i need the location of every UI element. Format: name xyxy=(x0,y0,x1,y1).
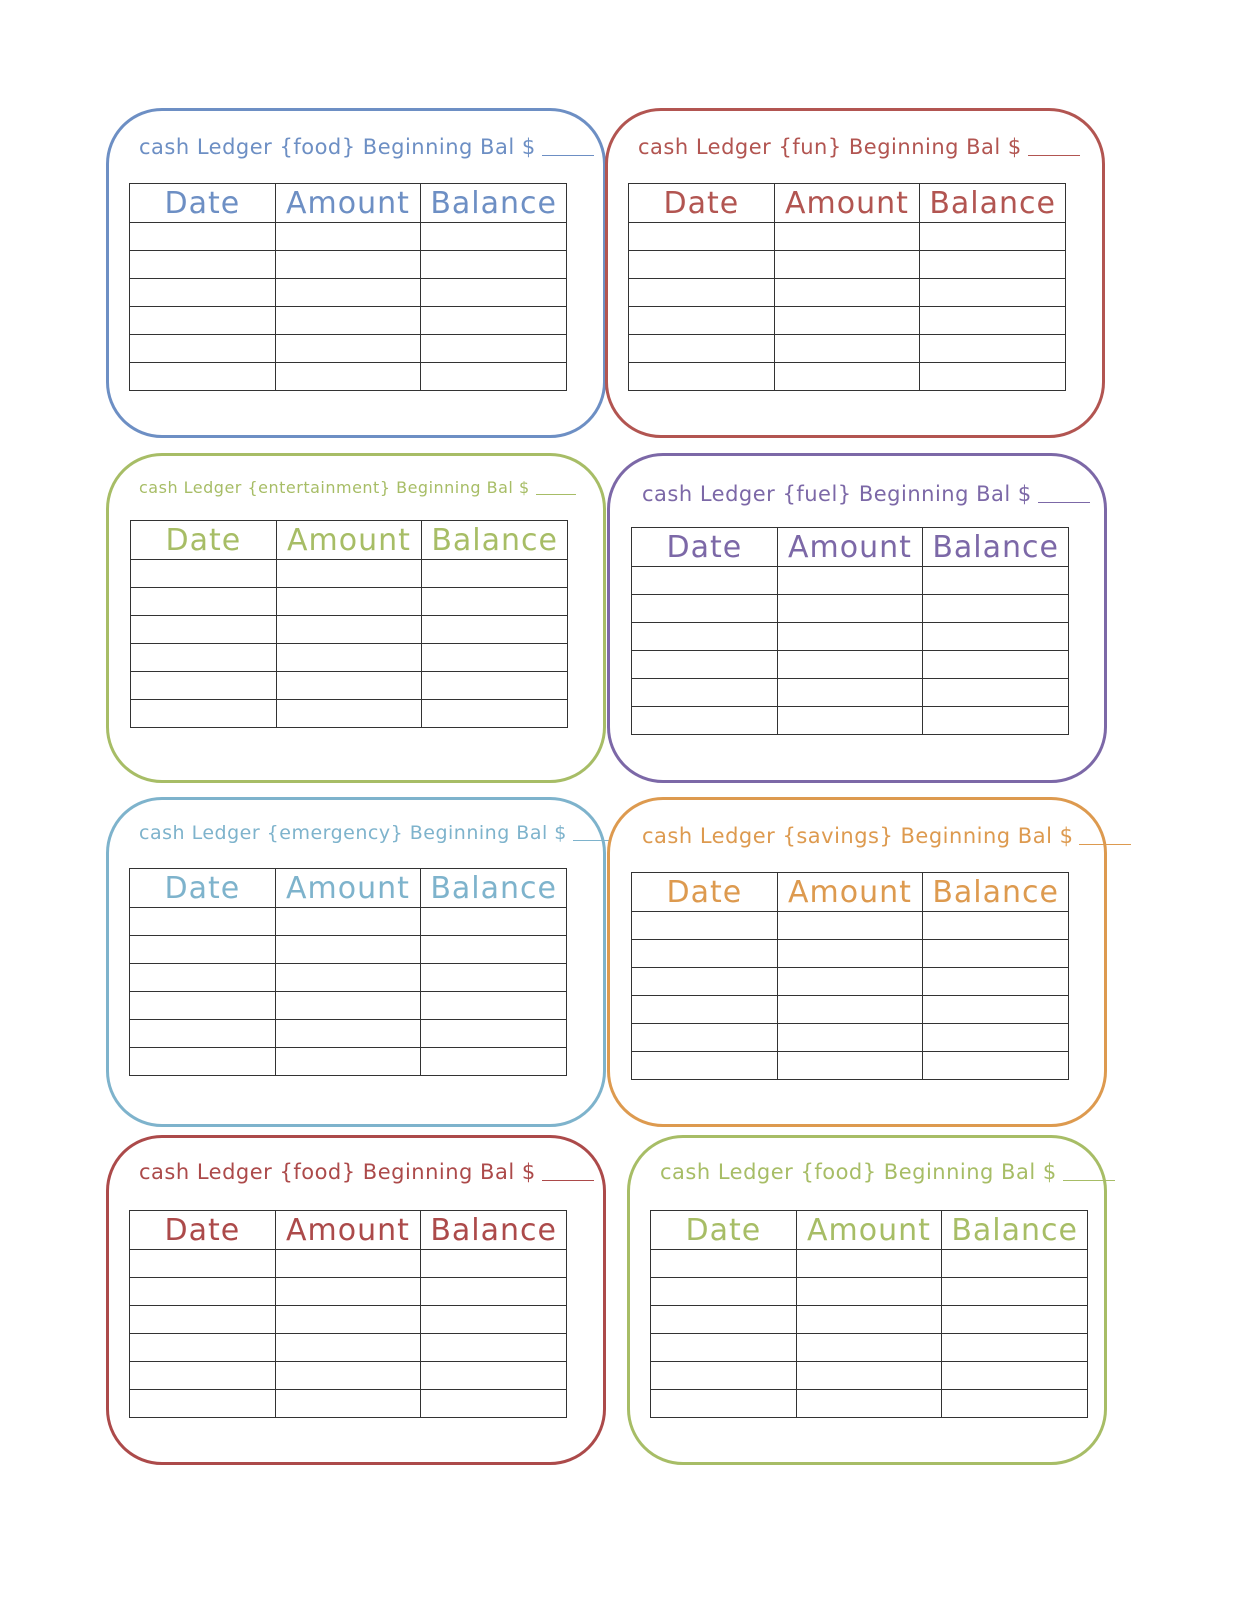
ledger-table xyxy=(129,868,567,1076)
ledger-table xyxy=(631,872,1069,1080)
ledger-table xyxy=(129,183,567,391)
table-row xyxy=(651,1334,1088,1362)
amount-header: Amount xyxy=(777,528,923,567)
balance-blank[interactable] xyxy=(542,1180,594,1181)
table-row xyxy=(629,335,1066,363)
date-header: Date xyxy=(651,1211,797,1250)
table-row xyxy=(632,707,1069,735)
ledger-table xyxy=(628,183,1066,391)
table-row xyxy=(130,1306,567,1334)
table-row xyxy=(632,595,1069,623)
table-row xyxy=(632,679,1069,707)
balance-blank[interactable] xyxy=(1038,502,1090,503)
amount-header: Amount xyxy=(774,184,920,223)
amount-header: Amount xyxy=(275,869,421,908)
ledger-card-food-green xyxy=(627,1135,1107,1465)
date-header: Date xyxy=(130,184,276,223)
card-title: cash Ledger {savings} Beginning Bal $ xyxy=(642,824,1131,848)
ledger-card-fuel-purple xyxy=(607,453,1107,783)
table-row xyxy=(651,1390,1088,1418)
table-row xyxy=(651,1278,1088,1306)
table-row xyxy=(632,1024,1069,1052)
table-row xyxy=(130,1048,567,1076)
table-row xyxy=(131,672,568,700)
ledger-card-savings-orange xyxy=(607,797,1107,1127)
table-row xyxy=(629,307,1066,335)
ledger-card-entertainment-green xyxy=(106,453,606,783)
table-row xyxy=(130,307,567,335)
table-row xyxy=(131,644,568,672)
table-row xyxy=(130,936,567,964)
table-row xyxy=(632,912,1069,940)
date-header: Date xyxy=(130,869,276,908)
ledger-card-food-blue xyxy=(106,108,606,438)
amount-header: Amount xyxy=(275,1211,421,1250)
amount-header: Amount xyxy=(275,184,421,223)
table-row xyxy=(130,992,567,1020)
table-row xyxy=(629,363,1066,391)
table-row xyxy=(131,588,568,616)
ledger-card-emergency-lightblue xyxy=(106,797,606,1127)
table-row xyxy=(651,1362,1088,1390)
balance-header: Balance xyxy=(920,184,1066,223)
table-row xyxy=(130,908,567,936)
amount-header: Amount xyxy=(796,1211,942,1250)
ledger-table xyxy=(129,1210,567,1418)
date-header: Date xyxy=(632,528,778,567)
date-header: Date xyxy=(629,184,775,223)
card-title: cash Ledger {fuel} Beginning Bal $ xyxy=(642,482,1090,506)
balance-header: Balance xyxy=(923,873,1069,912)
card-title: cash Ledger {food} Beginning Bal $ xyxy=(139,1160,594,1184)
ledger-table xyxy=(650,1210,1088,1418)
table-row xyxy=(130,335,567,363)
balance-blank[interactable] xyxy=(536,494,576,495)
table-row xyxy=(130,964,567,992)
balance-header: Balance xyxy=(923,528,1069,567)
table-row xyxy=(131,616,568,644)
table-row xyxy=(130,1020,567,1048)
balance-header: Balance xyxy=(421,184,567,223)
table-row xyxy=(130,223,567,251)
table-row xyxy=(651,1250,1088,1278)
table-row xyxy=(130,1250,567,1278)
ledger-card-fun-red xyxy=(605,108,1105,438)
amount-header: Amount xyxy=(276,521,422,560)
table-row xyxy=(130,1278,567,1306)
table-row xyxy=(130,1362,567,1390)
ledger-card-food-darkred xyxy=(106,1135,606,1465)
table-row xyxy=(632,651,1069,679)
card-title: cash Ledger {food} Beginning Bal $ xyxy=(660,1160,1115,1184)
balance-header: Balance xyxy=(422,521,568,560)
table-row xyxy=(130,251,567,279)
date-header: Date xyxy=(632,873,778,912)
table-row xyxy=(629,251,1066,279)
card-title: cash Ledger {food} Beginning Bal $ xyxy=(139,135,594,159)
balance-blank[interactable] xyxy=(1028,155,1080,156)
table-row xyxy=(131,560,568,588)
table-row xyxy=(130,1390,567,1418)
ledger-table xyxy=(130,520,568,728)
table-row xyxy=(130,279,567,307)
table-row xyxy=(632,623,1069,651)
table-row xyxy=(629,279,1066,307)
balance-blank[interactable] xyxy=(1063,1180,1115,1181)
table-row xyxy=(629,223,1066,251)
balance-header: Balance xyxy=(421,869,567,908)
table-row xyxy=(632,940,1069,968)
balance-header: Balance xyxy=(942,1211,1088,1250)
amount-header: Amount xyxy=(777,873,923,912)
table-row xyxy=(632,1052,1069,1080)
card-title: cash Ledger {fun} Beginning Bal $ xyxy=(638,135,1080,159)
table-row xyxy=(632,968,1069,996)
table-row xyxy=(651,1306,1088,1334)
card-title: cash Ledger {entertainment} Beginning Bal $ xyxy=(139,478,576,497)
table-row xyxy=(130,1334,567,1362)
balance-blank[interactable] xyxy=(542,155,594,156)
balance-blank[interactable] xyxy=(1079,844,1131,845)
ledger-table xyxy=(631,527,1069,735)
table-row xyxy=(632,996,1069,1024)
date-header: Date xyxy=(130,1211,276,1250)
table-row xyxy=(130,363,567,391)
card-title: cash Ledger {emergency} Beginning Bal $ xyxy=(139,822,619,844)
table-row xyxy=(131,700,568,728)
balance-header: Balance xyxy=(421,1211,567,1250)
date-header: Date xyxy=(131,521,277,560)
table-row xyxy=(632,567,1069,595)
